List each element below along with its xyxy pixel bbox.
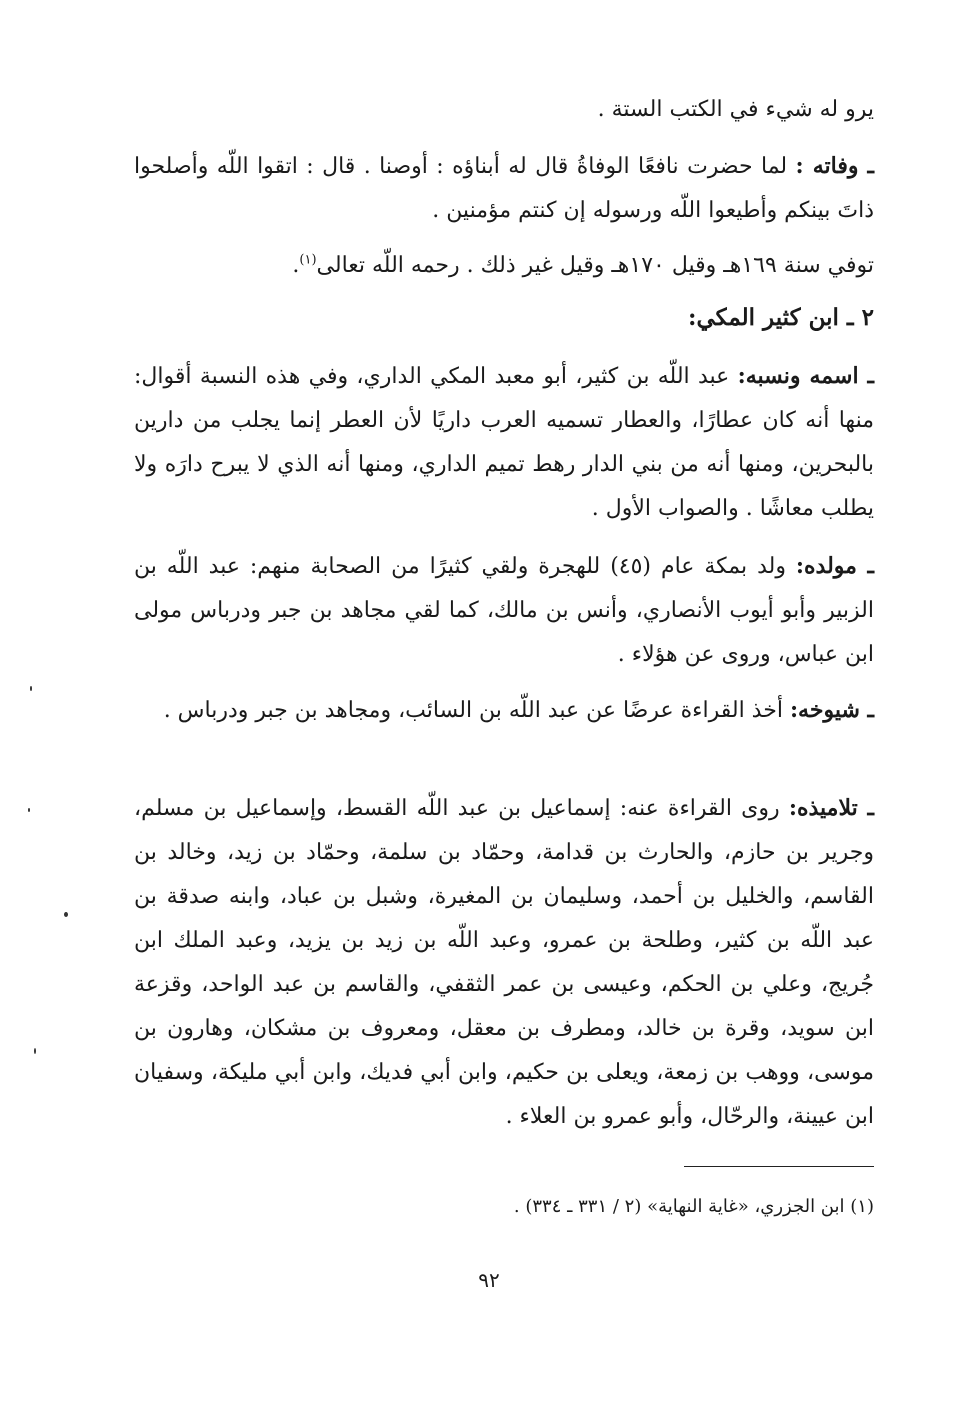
students-text: روى القراءة عنه: إسماعيل بن عبد اللّه القسط، وإسماعيل بن مسلم، وجرير بن حازم، والحارث بن قدامة، وحمّاد بن سلمة، وحمّاد بن زيد، وخالد بن القاسم، والخليل بن أحمد، وسليمان بن المغيرة، وشبل بن عباد، وابنه صدقة بن عبد اللّه بن كثير، وطلحة بن عمرو، وعبد اللّه بن زيد بن يزيد، وعبد الملك ابن جُريج، وعلي بن الحكم، وعيسى بن عمر الثقفي، والقاسم بن عبد الواحد، وقزعة ابن سويد، وقرة بن خالد، ومطرف بن معقل، ومعروف بن مشكان، وهارون بن موسى، ووهب بن زمعة، ويعلى بن حكيم، وابن أبي فديك، وابن أبي مليكة، وسفيان ابن عيينة، والرحّال، وأبو عمرو بن العلاء . xyxy=(134,796,874,1129)
continuation-text: يرو له شيء في الكتب الستة . xyxy=(597,97,874,122)
scan-speck xyxy=(28,808,30,812)
paragraph-name-lineage xyxy=(134,354,874,531)
scan-speck xyxy=(64,912,68,917)
page-number: ٩٢ xyxy=(478,1268,500,1292)
students-label: ـ تلاميذه: xyxy=(788,795,875,821)
footnote-text: ابن الجزري، «غاية النهاية» (٢ / ٣٣١ ـ ٣٣٤) . xyxy=(513,1196,845,1217)
birth-text: ولد بمكة عام (٤٥) للهجرة ولقي كثيرًا من الصحابة منهم: عبد اللّه بن الزبير وأبو أيوب الأنصاري، وأنس بن مالك، كما لقي مجاهد بن جبر ودرباس مولى ابن عباس، وروى عن هؤلاء . xyxy=(134,554,874,667)
teachers-text: أخذ القراءة عرضًا عن عبد اللّه بن السائب، ومجاهد بن جبر ودرباس . xyxy=(163,698,790,723)
footnote xyxy=(134,1192,874,1222)
scan-speck xyxy=(30,686,32,691)
section-heading: ٢ ـ ابن كثير المكي: xyxy=(687,304,874,331)
name-text: عبد اللّه بن كثير، أبو معبد المكي الداري، وفي هذه النسبة أقوال: منها أنه كان عطارًا، والعطار تسميه العرب داريًا لأن العطر إنما يجلب من دارين بالبحرين، ومنها أنه من بني الدار رهط تميم الداري، ومنها أنه الذي لا يبرح دارَه ولا يطلب معاشًا . والصواب الأول . xyxy=(134,364,874,521)
paragraph-birth xyxy=(134,544,874,677)
footnote-ref: (١) xyxy=(299,252,317,268)
death-date-text: توفي سنة ١٦٩هـ وقيل ١٧٠هـ وقيل غير ذلك . رحمه اللّه تعالى xyxy=(316,253,874,278)
teachers-label: ـ شيوخه: xyxy=(789,697,874,723)
paragraph-continuation xyxy=(134,88,874,132)
footnote-marker: (١) xyxy=(850,1196,874,1217)
death-date-end: . xyxy=(292,253,300,278)
paragraph-teachers xyxy=(134,688,874,733)
scan-speck xyxy=(34,1048,36,1054)
paragraph-death xyxy=(134,144,874,233)
footnote-divider xyxy=(684,1166,874,1167)
birth-label: ـ مولده: xyxy=(795,553,874,579)
death-text: لما حضرت نافعًا الوفاةُ قال له أبناؤه : أوصنا . قال : اتقوا اللّه وأصلحوا ذاتَ بينكم وأطيعوا اللّه ورسوله إن كنتم مؤمنين . xyxy=(134,154,874,223)
death-label: ـ وفاته : xyxy=(795,153,874,179)
paragraph-death-date xyxy=(134,244,874,288)
name-label: ـ اسمه ونسبه: xyxy=(737,363,874,389)
paragraph-students xyxy=(134,786,874,1139)
